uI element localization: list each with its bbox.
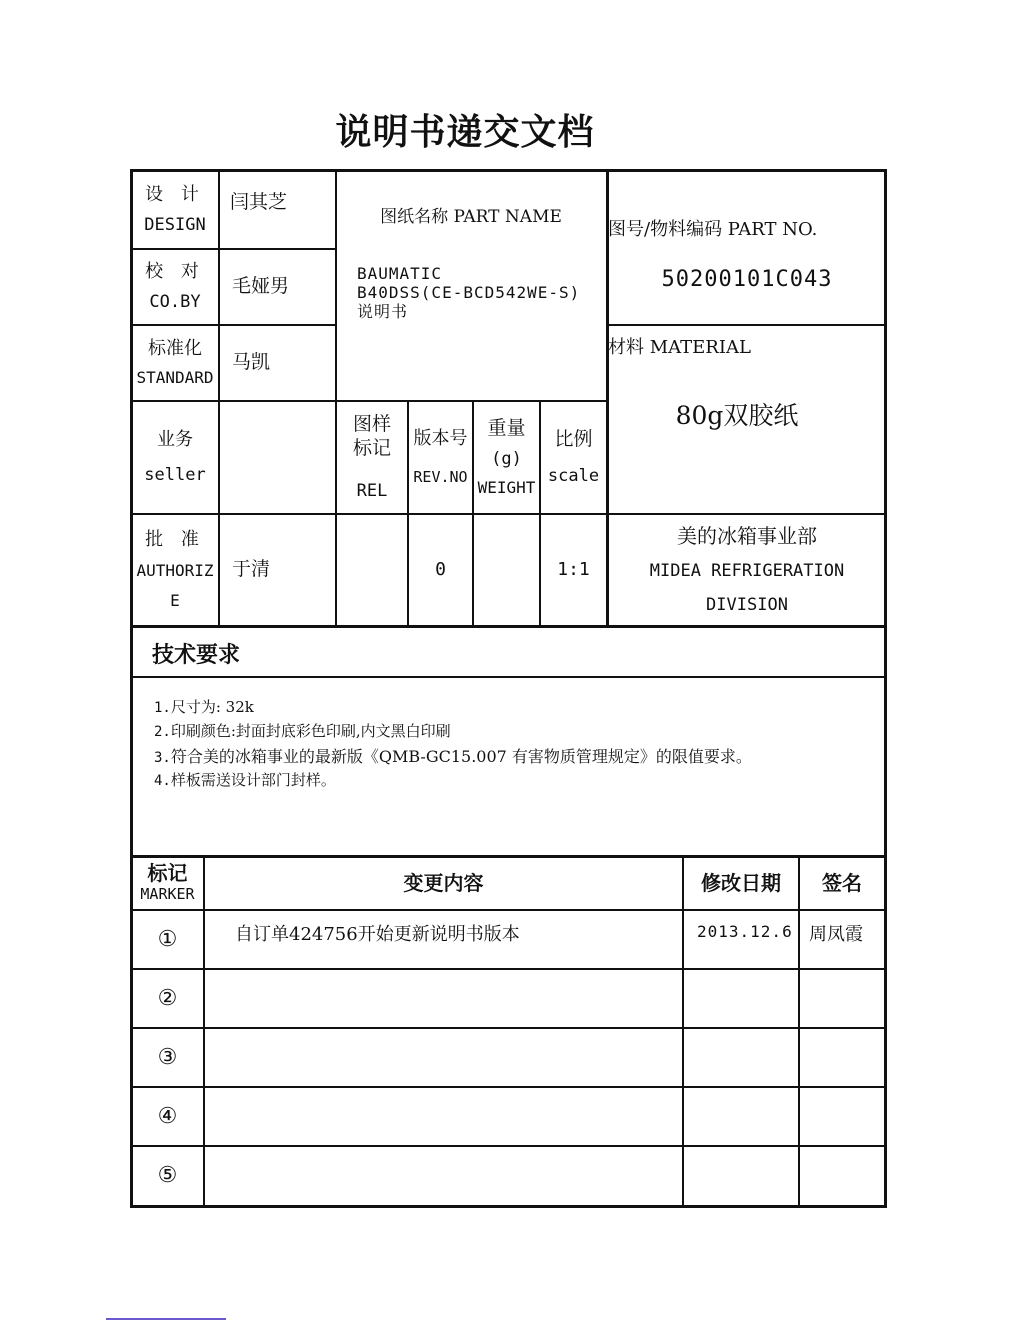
tech-item	[154, 720, 451, 741]
standard-value: 马凯	[232, 351, 271, 374]
part-no-value: 50200101C043	[661, 267, 833, 293]
standard-label-en: STANDARD	[136, 368, 214, 388]
material-label: 材料 MATERIAL	[608, 337, 751, 358]
rel-header-en: REL	[356, 480, 388, 501]
design-label	[132, 172, 218, 248]
material-value: 80g双胶纸	[675, 401, 799, 431]
part-name-line1: BAUMATIC	[357, 264, 443, 283]
part-no-label: 图号/物料编码 PART NO.	[608, 219, 818, 240]
tech-item-text: 样板需送设计部门封样。	[170, 771, 336, 789]
check-label-en: CO.BY	[149, 291, 201, 312]
marker-header-en: MARKER	[140, 885, 195, 903]
division-cn: 美的冰箱事业部	[677, 524, 817, 549]
authorize-label-en-tail: E	[170, 591, 180, 611]
rev-value: 0	[435, 558, 446, 580]
sign-header: 签名	[822, 870, 862, 895]
scale-header-cn: 比例	[554, 428, 593, 450]
row-marker: ⑤	[157, 1163, 178, 1189]
tech-item-num: 3.	[154, 750, 171, 766]
weight-header	[474, 402, 539, 513]
tech-item	[154, 769, 336, 790]
tech-title: 技术要求	[152, 643, 241, 668]
weight-header-en: WEIGHT	[477, 478, 536, 497]
tech-item-num: 1.	[154, 700, 171, 716]
content-header: 变更内容	[403, 870, 484, 895]
row-marker: ④	[157, 1103, 178, 1129]
authorize-label-en: AUTHORIZ	[136, 561, 214, 581]
division-en: MIDEA REFRIGERATION	[649, 561, 845, 582]
row-date: 2013.12.6	[697, 922, 793, 941]
tech-item	[154, 696, 254, 717]
tech-item-text: 尺寸为: 32k	[170, 698, 254, 716]
row-content: 自订单424756开始更新说明书版本	[235, 924, 520, 945]
row-marker: ③	[157, 1044, 178, 1070]
bottom-divider	[106, 1318, 226, 1320]
marker-header-cn: 标记	[147, 861, 188, 885]
scale-header	[541, 402, 606, 513]
date-header: 修改日期	[701, 870, 781, 895]
seller-label-cn: 业务	[157, 428, 193, 450]
authorize-value: 于清	[232, 558, 271, 581]
weight-value	[474, 515, 539, 625]
document-title: 说明书递交文档	[335, 112, 595, 153]
row-marker: ①	[157, 926, 178, 952]
division-block	[610, 515, 884, 625]
design-label-cn: 设 计	[145, 184, 205, 206]
tech-item-num: 2.	[154, 724, 171, 740]
part-name-line3: 说明书	[357, 302, 409, 321]
rev-header-cn: 版本号	[413, 427, 468, 449]
part-name-line2: B40DSS(CE-BCD542WE-S)	[357, 283, 581, 302]
seller-label-en: seller	[144, 465, 206, 486]
scale-value: 1:1	[557, 558, 590, 580]
authorize-label	[132, 515, 218, 625]
check-label-cn: 校 对	[145, 261, 205, 283]
rev-header	[409, 402, 472, 513]
row-marker: ②	[157, 985, 178, 1011]
rel-header-cn-a: 图样	[352, 413, 391, 436]
tech-item-num: 4.	[154, 773, 171, 789]
rev-header-en: REV.NO	[413, 468, 468, 487]
weight-header-unit: (g)	[491, 448, 522, 469]
authorize-label-cn: 批 准	[145, 528, 205, 550]
seller-value	[232, 402, 332, 513]
standard-label	[132, 326, 218, 400]
rel-header	[337, 402, 407, 513]
design-value: 闫其芝	[230, 191, 288, 214]
division-en-tail: DIVISION	[706, 594, 788, 615]
tech-item-text: 符合美的冰箱事业的最新版《QMB-GC15.007 有害物质管理规定》的限值要求。	[170, 747, 752, 766]
standard-label-cn: 标准化	[148, 337, 202, 359]
check-label	[132, 250, 218, 324]
tech-item	[154, 744, 752, 767]
marker-header	[132, 857, 203, 909]
part-name-label: 图纸名称 PART NAME	[380, 207, 562, 228]
row-sign: 周凤霞	[809, 924, 863, 945]
rel-value	[337, 515, 407, 625]
weight-header-cn: 重量	[487, 417, 526, 439]
rel-header-cn-b: 标记	[352, 436, 391, 459]
scale-header-en: scale	[547, 465, 600, 486]
seller-label	[132, 402, 218, 513]
check-value: 毛娅男	[232, 275, 290, 298]
part-name-value	[357, 264, 580, 321]
design-label-en: DESIGN	[144, 214, 206, 235]
tech-item-text: 印刷颜色:封面封底彩色印刷,内文黑白印刷	[170, 722, 451, 740]
